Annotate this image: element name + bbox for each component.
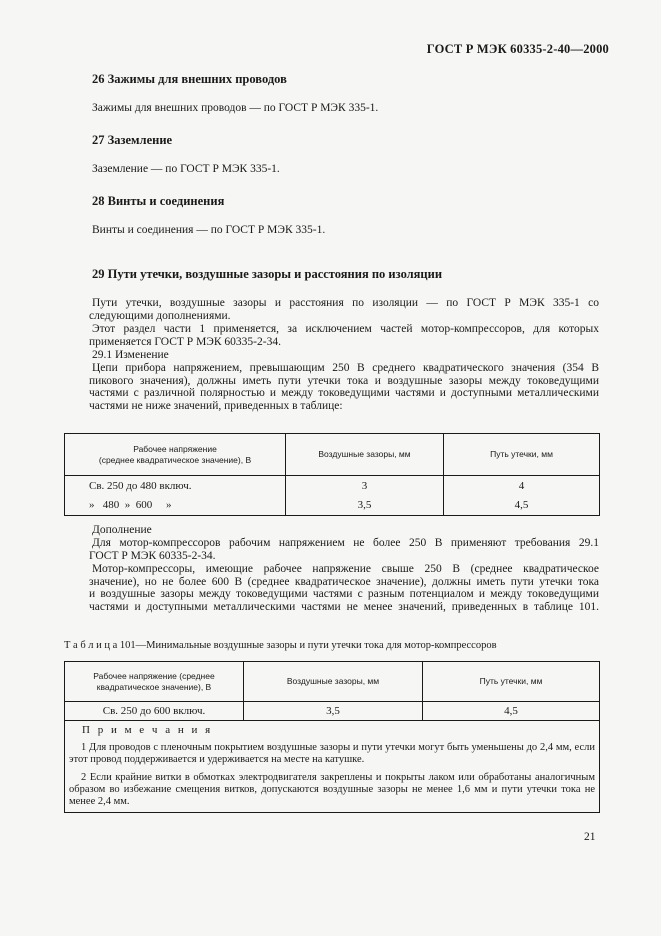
- table-101-header-voltage: [65, 662, 244, 702]
- section-26-title: 26 Зажимы для внешних проводов: [92, 72, 287, 86]
- table-101-clearance-cell: 3,5: [244, 702, 423, 721]
- table-1-header-row: [65, 434, 600, 476]
- section-26-text: Зажимы для внешних проводов — по ГОСТ Р МЭК 335-1.: [92, 102, 379, 114]
- text-line: применяется ГОСТ Р МЭК 60335-2-34.: [89, 335, 281, 348]
- cell-value: 3: [361, 480, 368, 492]
- cell-value: Св. 250 до 480 включ.: [89, 480, 192, 492]
- table-101: [64, 661, 600, 813]
- section-27-text: Заземление — по ГОСТ Р МЭК 335-1.: [92, 163, 280, 175]
- cell-value: » 480 » 600 »: [89, 499, 172, 511]
- section-28-text: Винты и соединения — по ГОСТ Р МЭК 335-1.: [92, 224, 326, 236]
- section-29-paragraph-2: [89, 323, 599, 348]
- cell-value: 4: [518, 480, 525, 492]
- cell-value: 4,5: [514, 499, 529, 511]
- header-line: (среднее квадратическое значение), В: [98, 454, 252, 465]
- text-line: Этот раздел части 1 применяется, за исключением частей мотор-компрессоров, для которых: [92, 323, 599, 335]
- section-29-paragraph-4: [89, 362, 599, 412]
- table-101-notes-row: [65, 721, 600, 813]
- table-101-caption: Т а б л и ц а 101—Минимальные воздушные зазоры и пути утечки тока для мотор-компрессоров: [64, 640, 497, 651]
- text-line: следующими дополнениями.: [89, 309, 231, 322]
- text-line: значение), но не более 600 В (среднее квадратическое значение), должны иметь пути утечки тока: [89, 575, 599, 588]
- cell-value: 3,5: [357, 499, 372, 511]
- addition-paragraph-1: [89, 537, 599, 562]
- table-row: [65, 476, 600, 516]
- table-1: [64, 433, 600, 516]
- text-line: частями и доступными металлическими частями не менее значений, приведенных в таблице 101.: [89, 600, 599, 613]
- text-line: Пути утечки, воздушные зазоры и расстояния по изоляции — по ГОСТ Р МЭК 335-1 со: [92, 297, 599, 309]
- table-101-creepage-cell: 4,5: [423, 702, 600, 721]
- text-line: частями не ниже значений, приведенных в таблице:: [89, 399, 343, 412]
- text-line: Цепи прибора напряжением, превышающим 250 В среднего квадратического значения (354 В: [92, 362, 599, 374]
- table-1-header-clearance: Воздушные зазоры, мм: [286, 434, 444, 476]
- text-line: Мотор-компрессоры, имеющие рабочее напряжение свыше 250 В (среднее квадратическое: [92, 563, 599, 575]
- text-line: пикового значения), должны иметь пути утечки тока и воздушные зазоры между токоведущими: [89, 374, 599, 387]
- section-29-paragraph-1: [89, 297, 599, 322]
- table-101-header-creepage: Путь утечки, мм: [423, 662, 600, 702]
- table-101-notes: [65, 721, 600, 813]
- text-line: и воздушные зазоры между токоведущими частями с разным потенциалом и между токоведущими: [89, 588, 599, 601]
- table-101-voltage-cell: Св. 250 до 600 включ.: [65, 702, 244, 721]
- section-28-title: 28 Винты и соединения: [92, 194, 225, 208]
- section-29-title: 29 Пути утечки, воздушные зазоры и расстояния по изоляции: [92, 267, 443, 281]
- document-header: ГОСТ Р МЭК 60335-2-40—2000: [426, 42, 609, 56]
- table-1-creepage-cell: [444, 476, 600, 516]
- text-line: Для мотор-компрессоров рабочим напряжением не более 250 В применяют требования 29.1: [92, 537, 599, 549]
- text-line: частями с различной полярностью и между токоведущими частями и доступными металлическими: [89, 387, 599, 400]
- table-1-voltage-cell: [65, 476, 286, 516]
- table-1-header-voltage: [65, 434, 286, 476]
- table-1-header-creepage: Путь утечки, мм: [444, 434, 600, 476]
- addition-title: Дополнение: [92, 524, 152, 536]
- page-number: 21: [584, 831, 596, 843]
- table-row: [65, 702, 600, 721]
- table-101-header-clearance: Воздушные зазоры, мм: [244, 662, 423, 702]
- note-1: 1 Для проводов с пленочным покрытием воздушные зазоры и пути утечки могут быть уменьшены до 2,4 мм, если этот провод поддерживается и удерживается на месте на катушке.: [69, 742, 595, 765]
- text-line: ГОСТ Р МЭК 60335-2-34.: [89, 549, 216, 562]
- header-line: Рабочее напряжение: [133, 443, 217, 454]
- addition-paragraph-2: [89, 563, 599, 613]
- table-101-header-row: [65, 662, 600, 702]
- notes-title: П р и м е ч а н и я: [82, 724, 213, 736]
- section-27-title: 27 Заземление: [92, 133, 173, 147]
- note-2: 2 Если крайние витки в обмотках электродвигателя закреплены и покрыты лаком или обработаны аналогичным образом во избежание смещения витков, допускаются воздушные зазоры не менее 1,6 мм и пути утечки тока не менее 2,4 мм.: [69, 772, 595, 807]
- header-line: Рабочее напряжение (среднее: [93, 670, 215, 681]
- table-1-clearance-cell: [286, 476, 444, 516]
- header-line: квадратическое значение), В: [96, 681, 212, 692]
- clause-29-1-title: 29.1 Изменение: [92, 349, 169, 361]
